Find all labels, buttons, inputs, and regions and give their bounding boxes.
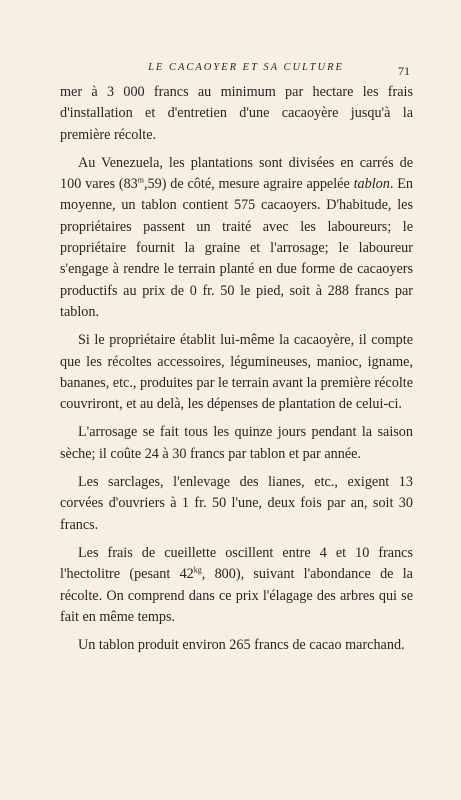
paragraph-3: Si le propriétaire établit lui-même la cacaoyère, il compte que les récoltes accessoires, légumineuses, manioc, igname, bananes, etc., produites par le terrain avant la première récolte couvriront, et au delà, les dépenses de plantation de celui-ci. xyxy=(60,332,413,413)
unit-superscript: m xyxy=(137,175,144,185)
paragraph-2-part-a: Au Venezuela, les plantations sont divisées en carrés de 100 vares (83 xyxy=(60,154,413,193)
paragraph-2 xyxy=(60,153,413,323)
paragraph-7: Un tablon produit environ 265 francs de cacao marchand. xyxy=(78,637,405,654)
paragraph-6 xyxy=(60,543,413,628)
page-number: 71 xyxy=(398,64,410,78)
running-title: LE CACAOYER ET SA CULTURE xyxy=(148,62,344,73)
paragraph-4: L'arrosage se fait tous les quinze jours pendant la saison sèche; il coûte 24 à 30 francs par tablon et par année. xyxy=(60,424,413,462)
paragraph-5: Les sarclages, l'enlevage des lianes, etc., exigent 13 corvées d'ouvriers à 1 fr. 50 l'une, deux fois par an, soit 30 francs. xyxy=(60,474,413,533)
body-text xyxy=(60,82,413,663)
term-tablon: tablon xyxy=(353,176,390,193)
paragraph-1: mer à 3 000 francs au minimum par hectare les frais d'installation et d'entretien d'une cacaoyère jusqu'à la première récolte. xyxy=(60,84,413,143)
paragraph-6-part-b: , 800), suivant l'abondance de la récolte. On comprend dans ce prix l'élagage des arbres qui se fait en même temps. xyxy=(60,566,413,625)
weight-superscript: kg xyxy=(193,565,202,575)
paragraph-6-part-a: Les frais de cueillette oscillent entre 4 et 10 francs l'hectolitre (pesant 42 xyxy=(60,544,413,583)
paragraph-2-part-b: ,59) de côté, mesure agraire appelée xyxy=(144,176,354,193)
paragraph-2-part-c: . En moyenne, un tablon contient 575 cacaoyers. D'habitude, les propriétaires passent un traité avec les laboureurs; le propriétaire fournit la graine et l'arrosage; le laboureur s'engage à rendre le terrain planté en due forme de cacaoyers productifs au prix de 0 fr. 50 le pied, soit à 288 francs par tablon. xyxy=(60,176,413,320)
